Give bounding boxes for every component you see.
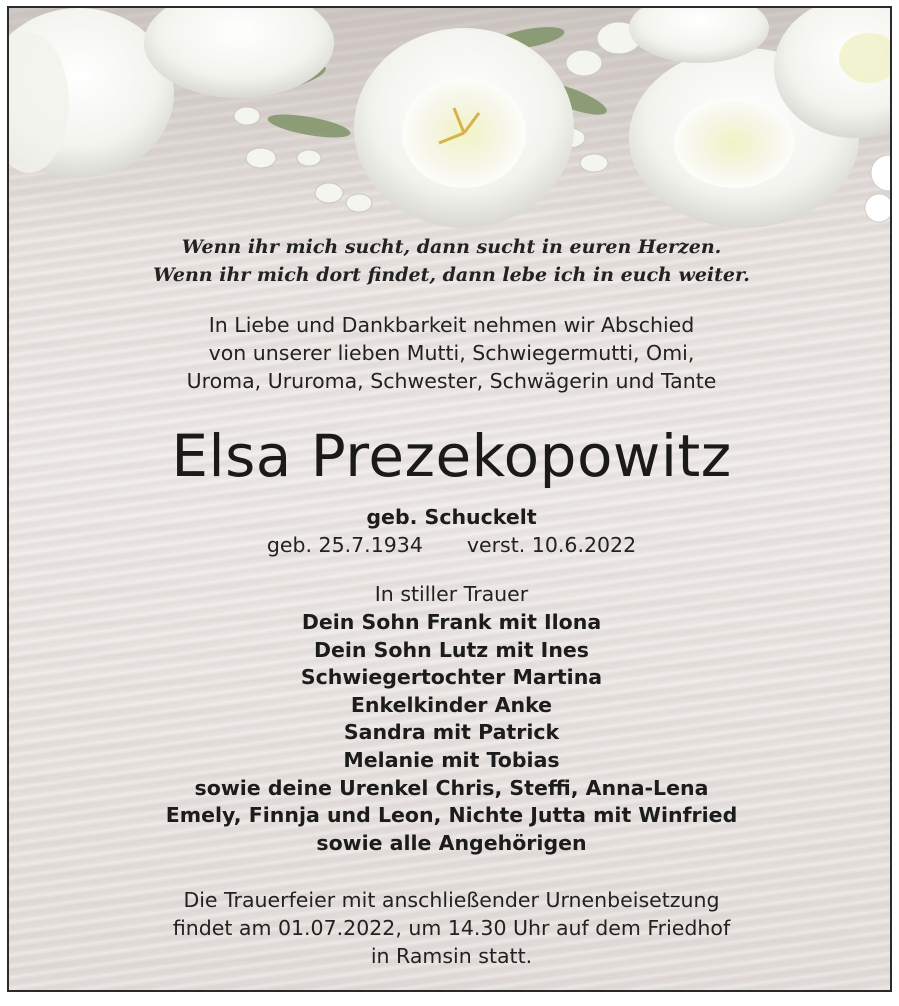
mourner-line: Sandra mit Patrick: [343, 720, 560, 745]
mourner-line: Melanie mit Tobias: [343, 747, 560, 772]
mourner-line: Enkelkinder Anke: [350, 692, 553, 717]
farewell-text: [9, 311, 892, 395]
mourner-line: sowie deine Urenkel Chris, Steffi, Anna-Lena: [194, 775, 709, 800]
ceremony-info: [9, 886, 892, 970]
mourners-list: [9, 609, 892, 857]
farewell-line: Uroma, Ururoma, Schwester, Schwägerin und Tante: [186, 369, 717, 393]
farewell-line: von unserer lieben Mutti, Schwiegermutti, Omi,: [208, 341, 695, 365]
deceased-name: Elsa Prezekopowitz: [171, 422, 732, 490]
birth-date: geb. 25.7.1934: [266, 533, 423, 557]
mourner-line: sowie alle Angehörigen: [316, 830, 587, 855]
ceremony-line: Die Trauerfeier mit anschließender Urnenbeisetzung: [183, 888, 720, 912]
motto-line: Wenn ihr mich dort findet, dann lebe ich in euch weiter.: [153, 264, 750, 286]
motto: [9, 233, 892, 289]
white-tulips-flowers-image: [9, 8, 892, 238]
ceremony-line: in Ramsin statt.: [370, 944, 533, 968]
motto-line: Wenn ihr mich sucht, dann sucht in euren Herzen.: [181, 236, 722, 258]
obituary-notice: [7, 6, 892, 992]
life-dates: [9, 531, 892, 559]
mourner-line: Schwiegertochter Martina: [300, 665, 603, 690]
death-date: verst. 10.6.2022: [466, 533, 637, 557]
ceremony-line: findet am 01.07.2022, um 14.30 Uhr auf dem Friedhof: [172, 916, 731, 940]
mourner-line: Dein Sohn Frank mit Ilona: [301, 610, 602, 634]
mourner-line: Dein Sohn Lutz mit Ines: [313, 637, 590, 662]
maiden-name: geb. Schuckelt: [366, 505, 537, 529]
mourning-intro: In stiller Trauer: [374, 582, 529, 606]
mourner-line: Emely, Finnja und Leon, Nichte Jutta mit Winfried: [165, 803, 738, 828]
farewell-line: In Liebe und Dankbarkeit nehmen wir Abschied: [208, 313, 695, 337]
